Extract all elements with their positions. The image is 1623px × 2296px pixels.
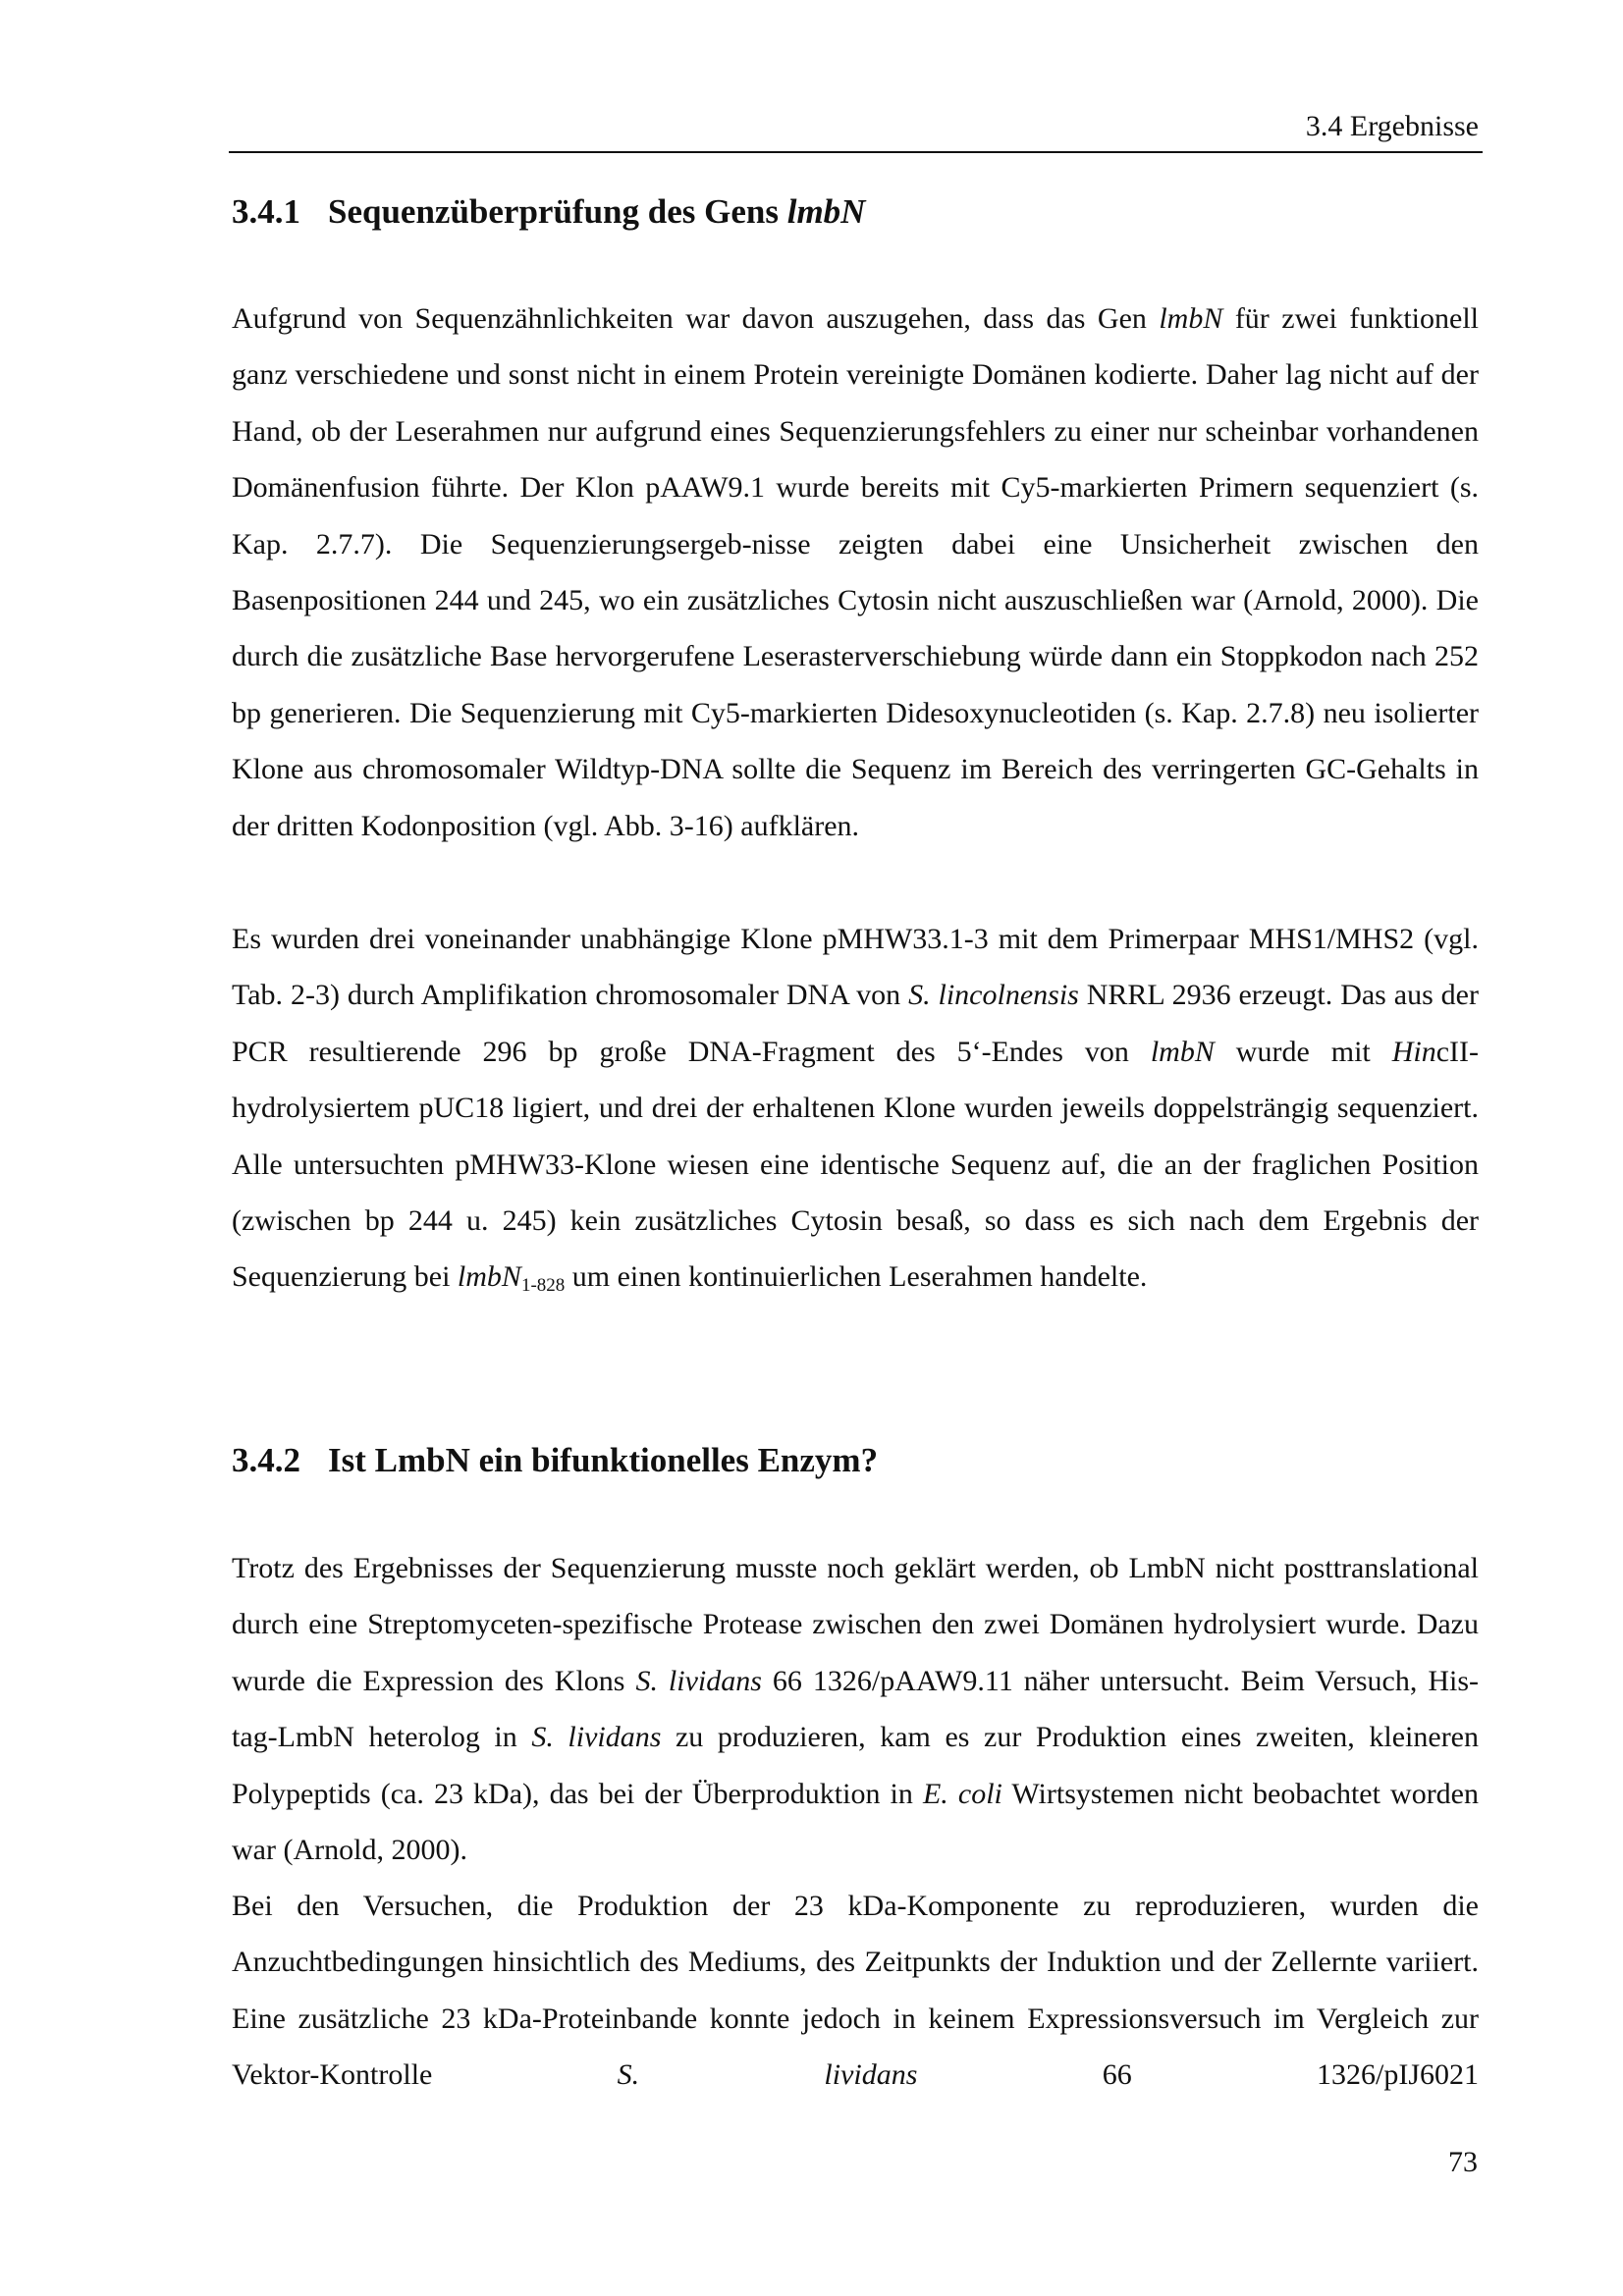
paragraph: Aufgrund von Sequenzähnlichkeiten war davon auszugehen, dass das Gen lmbN für zwei funktionell ganz verschiedene und sonst nicht in einem Protein vereinigte Domänen kodierte. Daher lag nicht auf der Hand, ob der Leserahmen nur aufgrund eines Sequenzierungsfehlers zu einer nur scheinbar vorhandenen Domänenfusion führte. Der Klon pAAW9.1 wurde bereits mit Cy5-markierten Primern sequenziert (s. Kap. 2.7.7). Die Sequenzierungsergeb-nisse zeigten dabei eine Unsicherheit zwischen den Basenpositionen 244 und 245, wo ein zusätzliches Cytosin nicht auszuschließen war (Arnold, 2000). Die durch die zusätzliche Base hervorgerufene Leserasterverschiebung würde dann ein Stoppkodon nach 252 bp generieren. Die Sequenzierung mit Cy5-markierten Didesoxynucleotiden (s. Kap. 2.7.8) neu isolierter Klone aus chromosomaler Wildtyp-DNA sollte die Sequenz im Bereich des verringerten GC-Gehalts in der dritten Kodonposition (vgl. Abb. 3-16) aufklären. [232, 302, 1479, 842]
page-number: 73 [1448, 2146, 1478, 2178]
paragraph: Bei den Versuchen, die Produktion der 23 kDa-Komponente zu reproduzieren, wurden die Anzuchtbedingungen hinsichtlich des Mediums, des Zeitpunkts der Induktion und der Zellernte variiert. Eine zusätzliche 23 kDa-Proteinbande konnte jedoch in keinem Expressionsversuch im Vergleich zur Vektor-Kontrolle S. lividans 66 1326/pIJ6021 [232, 1890, 1479, 2092]
section-title: Sequenzüberprüfung des Gens [328, 192, 787, 231]
running-header [229, 106, 1483, 153]
section-heading-3-4-1 [232, 192, 865, 232]
paragraph: Es wurden drei voneinander unabhängige Klone pMHW33.1-3 mit dem Primerpaar MHS1/MHS2 (vgl. Tab. 2-3) durch Amplifikation chromosomaler DNA von S. lincolnensis NRRL 2936 erzeugt. Das aus der PCR resultierende 296 bp große DNA-Fragment des 5‘-Endes von lmbN wurde mit HincII-hydrolysiertem pUC18 ligiert, und drei der erhaltenen Klone wurden jeweils doppelsträngig sequenziert. Alle untersuchten pMHW33-Klone wiesen eine identische Sequenz auf, die an der fraglichen Position (zwischen bp 244 u. 245) kein zusätzliches Cytosin besaß, so dass es sich nach dem Ergebnis der Sequenzierung bei lmbN$_{1-828}$ um einen kontinuierlichen Leserahmen handelte. [232, 923, 1479, 1297]
section-number: 3.4.1 [232, 192, 300, 231]
section-title: Ist LmbN ein bifunktionelles Enzym? [328, 1441, 879, 1479]
section-heading-3-4-2 [232, 1441, 878, 1480]
running-title: 3.4 Ergebnisse [1305, 110, 1479, 142]
section-number: 3.4.2 [232, 1441, 300, 1479]
section-title-gene: lmbN [786, 192, 866, 231]
paragraph: Trotz des Ergebnisses der Sequenzierung musste noch geklärt werden, ob LmbN nicht posttranslational durch eine Streptomyceten-spezifische Protease zwischen den zwei Domänen hydrolysiert wurde. Dazu wurde die Expression des Klons S. lividans 66 1326/pAAW9.11 näher untersucht. Beim Versuch, His-tag-LmbN heterolog in S. lividans zu produzieren, kam es zur Produktion eines zweiten, kleineren Polypeptids (ca. 23 kDa), das bei der Überproduktion in E. coli Wirtsystemen nicht beobachtet worden war (Arnold, 2000). [232, 1552, 1480, 1867]
